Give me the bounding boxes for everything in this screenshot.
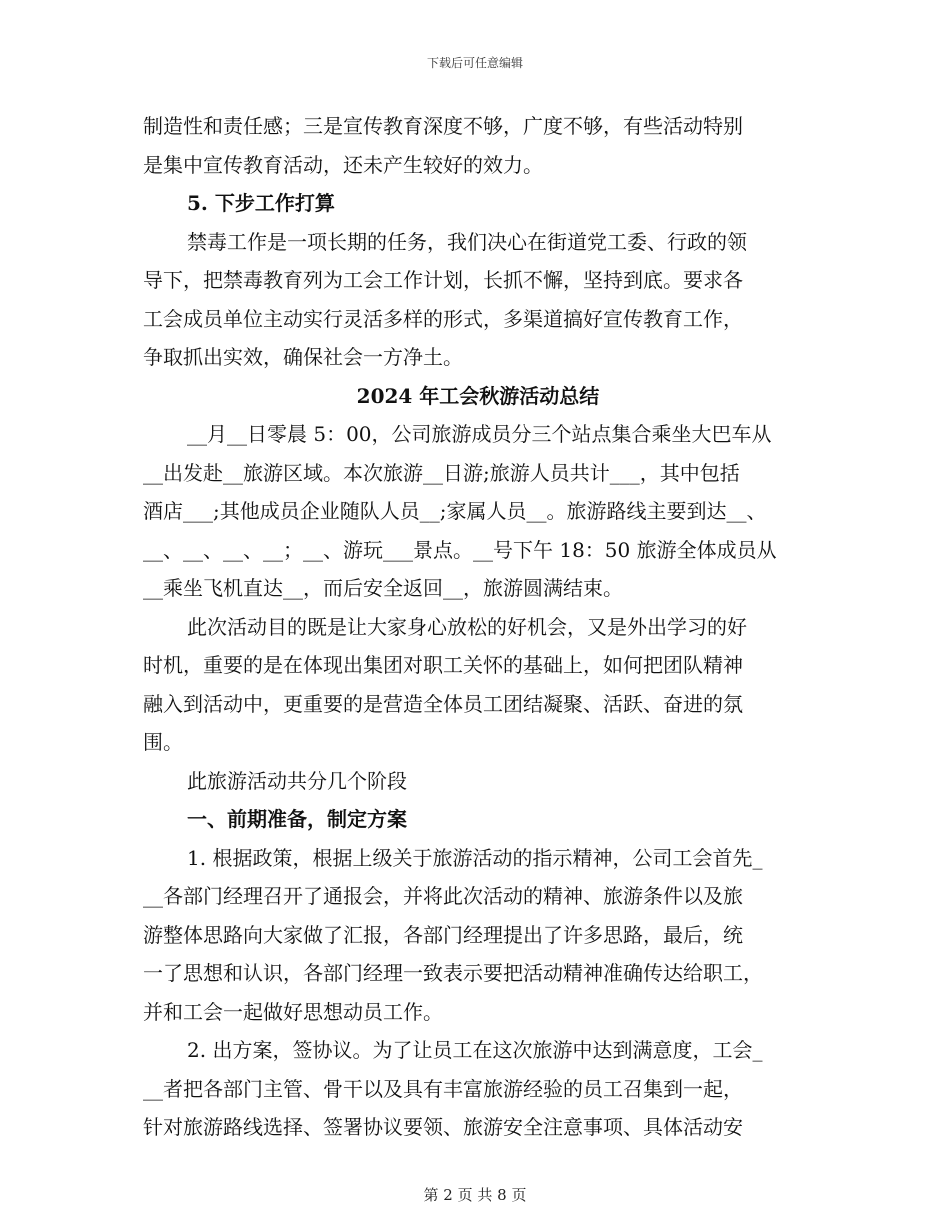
body-line: __月__日零晨 5：00，公司旅游成员分三个站点集合乘坐大巴车从 bbox=[187, 422, 772, 446]
document-body bbox=[143, 107, 813, 1147]
body-line: __、__、__、__；__、游玩___景点。__号下午 18：50 旅游全体成员从 bbox=[143, 537, 777, 562]
body-line: __乘坐飞机直达__，而后安全返回__，旅游圆满结束。 bbox=[143, 576, 623, 600]
body-line: 制造性和责任感；三是宣传教育深度不够，广度不够，有些活动特别 bbox=[143, 114, 743, 138]
body-line: 1. 根据政策，根据上级关于旅游活动的指示精神，公司工会首先_ bbox=[187, 845, 763, 870]
body-line: 此旅游活动共分几个阶段 bbox=[187, 768, 407, 793]
body-line: 一了思想和认识，各部门经理一致表示要把活动精神准确传达给职工， bbox=[143, 961, 763, 985]
body-line: 融入到活动中，更重要的是营造全体员工团结凝聚、活跃、奋进的氛 bbox=[143, 691, 743, 716]
body-line: 此次活动目的既是让大家身心放松的好机会，又是外出学习的好 bbox=[187, 614, 747, 639]
document-title: 2024 年工会秋游活动总结 bbox=[356, 383, 600, 408]
section-heading: 5. 下步工作打算 bbox=[187, 191, 335, 215]
body-line: 是集中宣传教育活动，还未产生较好的效力。 bbox=[143, 152, 543, 177]
page-header-note: 下载后可任意编辑 bbox=[426, 56, 523, 70]
section-heading: 一、前期准备，制定方案 bbox=[187, 807, 407, 831]
body-line: 工会成员单位主动实行灵活多样的形式，多渠道搞好宣传教育工作， bbox=[143, 306, 743, 331]
body-line: __出发赴__旅游区域。本次旅游__日游;旅游人员共计___，其中包括 bbox=[143, 460, 740, 485]
body-line: 导下，把禁毒教育列为工会工作计划，长抓不懈，坚持到底。要求各 bbox=[143, 268, 743, 292]
body-line: 酒店___;其他成员企业随队人员__;家属人员__。旅游路线主要到达__、 bbox=[143, 499, 767, 523]
body-line: 游整体思路向大家做了汇报，各部门经理提出了许多思路，最后，统 bbox=[143, 922, 743, 947]
body-line: 围。 bbox=[143, 730, 183, 754]
body-line: 时机，重要的是在体现出集团对职工关怀的基础上，如何把团队精神 bbox=[143, 653, 743, 677]
body-line: 针对旅游路线选择、签署协议要领、旅游安全注意事项、具体活动安 bbox=[143, 1115, 743, 1139]
page-number-footer: 第 2 页 共 8 页 bbox=[423, 1186, 527, 1204]
body-line: 2. 出方案，签协议。为了让员工在这次旅游中达到满意度，工会_ bbox=[187, 1038, 763, 1062]
body-line: __者把各部门主管、骨干以及具有丰富旅游经验的员工召集到一起， bbox=[143, 1076, 743, 1101]
body-line: 争取抓出实效，确保社会一方净土。 bbox=[143, 345, 463, 369]
body-line: 并和工会一起做好思想动员工作。 bbox=[143, 999, 443, 1024]
body-line: 禁毒工作是一项长期的任务，我们决心在街道党工委、行政的领 bbox=[187, 229, 747, 254]
body-line: __各部门经理召开了通报会，并将此次活动的精神、旅游条件以及旅 bbox=[143, 884, 743, 908]
